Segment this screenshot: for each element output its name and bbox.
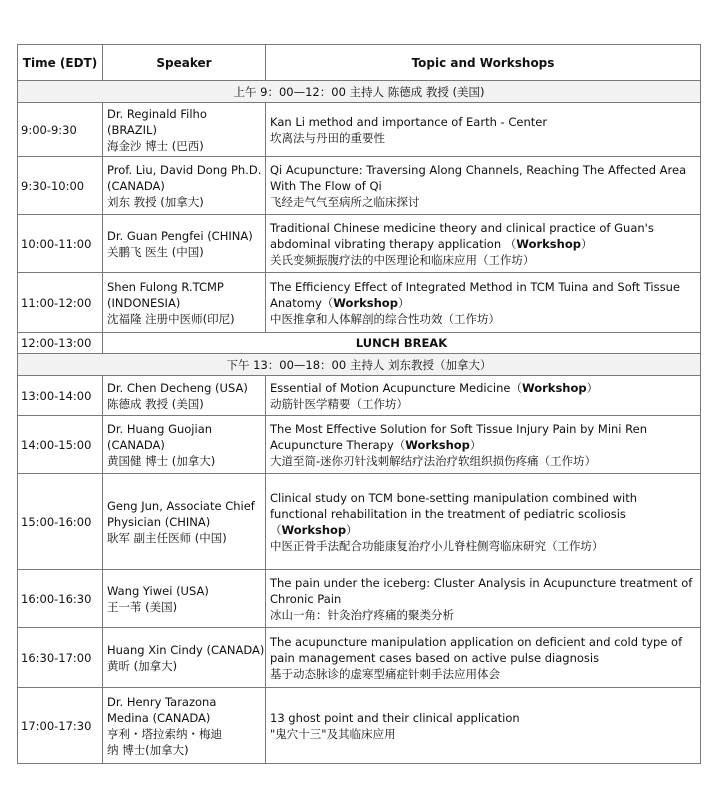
table-row <box>18 416 701 474</box>
topic-chinese: "鬼穴十三"及其临床应用 <box>270 726 396 741</box>
row-speaker <box>103 103 266 157</box>
speaker-line: 陈德成 教授 (美国) <box>107 396 204 411</box>
table-row <box>18 103 701 157</box>
topic-english: The Most Effective Solution for Soft Tissue Injury Pain by Mini Ren Acupuncture Therapy（Workshop） <box>270 421 647 452</box>
table-row <box>18 215 701 273</box>
table-row <box>18 376 701 416</box>
header-row <box>18 45 701 81</box>
row-speaker <box>103 570 266 628</box>
speaker-line: Prof. Liu, David Dong Ph.D. <box>107 162 262 177</box>
lunch-label: LUNCH BREAK <box>103 333 701 354</box>
row-time: 14:00-15:00 <box>18 416 103 474</box>
speaker-line: 黄国健 博士 (加拿大) <box>107 453 216 468</box>
row-speaker <box>103 474 266 570</box>
speaker-line: (CANADA) <box>107 437 165 452</box>
topic-english: The Efficiency Effect of Integrated Method in TCM Tuina and Soft Tissue Anatomy（Workshop） <box>270 279 680 310</box>
row-time: 16:30-17:00 <box>18 628 103 688</box>
speaker-line: Medina (CANADA) <box>107 710 211 725</box>
row-topic <box>266 628 701 688</box>
row-speaker <box>103 688 266 764</box>
row-speaker <box>103 376 266 416</box>
morning-session-banner <box>18 81 701 103</box>
topic-chinese: 基于动态脉诊的虚寒型痛症针刺手法应用体会 <box>270 666 500 681</box>
speaker-line: Dr. Chen Decheng (USA) <box>107 380 248 395</box>
topic-chinese: 中医正骨手法配合功能康复治疗小儿脊柱侧弯临床研究（工作坊） <box>270 538 604 553</box>
workshop-tag: Workshop <box>516 236 581 251</box>
topic-chinese: 坎离法与丹田的重要性 <box>270 130 385 145</box>
speaker-line: Huang Xin Cindy (CANADA) <box>107 642 265 657</box>
row-speaker <box>103 273 266 333</box>
speaker-line: Dr. Henry Tarazona <box>107 694 217 709</box>
row-time: 16:00-16:30 <box>18 570 103 628</box>
topic-english: The pain under the iceberg: Cluster Analysis in Acupuncture treatment of Chronic Pain <box>270 575 693 606</box>
topic-english: Clinical study on TCM bone-setting manipulation combined with functional rehabilitation in the treatment of pediatric scoliosis （Workshop） <box>270 490 638 537</box>
speaker-line: 海金沙 博士 (巴西) <box>107 138 204 153</box>
row-time: 9:30-10:00 <box>18 157 103 215</box>
workshop-tag: Workshop <box>521 380 587 395</box>
speaker-line: 沈福隆 注册中医师(印尼) <box>107 311 235 326</box>
schedule-table <box>17 44 701 764</box>
table-row <box>18 628 701 688</box>
row-topic <box>266 215 701 273</box>
speaker-line: Dr. Guan Pengfei (CHINA) <box>107 228 253 243</box>
lunch-row <box>18 333 701 354</box>
speaker-line: 王一苇 (美国) <box>107 599 178 614</box>
speaker-line: Physician (CHINA) <box>107 514 211 529</box>
row-speaker <box>103 157 266 215</box>
speaker-line: (BRAZIL) <box>107 122 157 137</box>
row-topic <box>266 688 701 764</box>
topic-english: 13 ghost point and their clinical application <box>270 710 520 725</box>
topic-chinese: 冰山一角：针灸治疗疼痛的聚类分析 <box>270 607 454 622</box>
header-topic: Topic and Workshops <box>266 45 701 81</box>
speaker-line: 亨利・塔拉索纳・梅迪 <box>107 726 222 741</box>
row-topic <box>266 273 701 333</box>
row-time: 9:00-9:30 <box>18 103 103 157</box>
workshop-tag: Workshop <box>281 522 347 537</box>
topic-chinese: 关氏变频振腹疗法的中医理论和临床应用（工作坊） <box>270 252 535 267</box>
row-speaker <box>103 628 266 688</box>
row-time: 15:00-16:00 <box>18 474 103 570</box>
schedule <box>17 44 701 764</box>
row-topic <box>266 474 701 570</box>
header-speaker: Speaker <box>103 45 266 81</box>
row-time: 13:00-14:00 <box>18 376 103 416</box>
header-time: Time (EDT) <box>18 45 103 81</box>
table-row <box>18 688 701 764</box>
topic-english: Essential of Motion Acupuncture Medicine（Workshop） <box>270 380 599 395</box>
speaker-line: 耿军 副主任医师 (中国) <box>107 530 227 545</box>
speaker-line: Shen Fulong R.TCMP <box>107 279 224 294</box>
row-topic <box>266 103 701 157</box>
row-time: 11:00-12:00 <box>18 273 103 333</box>
workshop-tag: Workshop <box>405 437 470 452</box>
row-topic <box>266 570 701 628</box>
topic-chinese: 大道至简-迷你刃针浅刺解结疗法治疗软组织损伤疼痛（工作坊） <box>270 453 597 468</box>
topic-chinese: 动筋针医学精要（工作坊） <box>270 396 408 411</box>
speaker-line: Dr. Reginald Filho <box>107 106 207 121</box>
speaker-line: Wang Yiwei (USA) <box>107 583 209 598</box>
row-topic <box>266 416 701 474</box>
row-topic <box>266 376 701 416</box>
afternoon-session-banner <box>18 354 701 376</box>
speaker-line: 刘东 教授 (加拿大) <box>107 194 204 209</box>
row-topic <box>266 157 701 215</box>
row-time: 17:00-17:30 <box>18 688 103 764</box>
row-time: 10:00-11:00 <box>18 215 103 273</box>
row-speaker <box>103 215 266 273</box>
speaker-line: Geng Jun, Associate Chief <box>107 498 255 513</box>
topic-english: Kan Li method and importance of Earth - Center <box>270 114 548 129</box>
table-row <box>18 570 701 628</box>
topic-chinese: 飞经走气气至病所之临床探讨 <box>270 194 420 209</box>
topic-chinese: 中医推拿和人体解剖的综合性功效（工作坊） <box>270 311 500 326</box>
speaker-line: Dr. Huang Guojian <box>107 421 213 436</box>
speaker-line: 关鹏飞 医生 (中国) <box>107 244 204 259</box>
row-speaker <box>103 416 266 474</box>
afternoon-session-label: 下午 13：00—18：00 主持人 刘东教授（加拿大） <box>18 354 701 376</box>
table-row <box>18 157 701 215</box>
table-row <box>18 273 701 333</box>
morning-session-label: 上午 9：00—12：00 主持人 陈德成 教授 (美国) <box>18 81 701 103</box>
topic-english: Qi Acupuncture: Traversing Along Channels, Reaching The Affected Area With The Flow of Qi <box>270 162 687 193</box>
speaker-line: 黄昕 (加拿大) <box>107 658 178 673</box>
table-row <box>18 474 701 570</box>
topic-english: The acupuncture manipulation application on deficient and cold type of pain management cases based on active pulse diagnosis <box>270 634 683 665</box>
lunch-time: 12:00-13:00 <box>18 333 103 354</box>
speaker-line: 纳 博士(加拿大) <box>107 742 189 757</box>
speaker-line: (INDONESIA) <box>107 295 181 310</box>
topic-english: Traditional Chinese medicine theory and clinical practice of Guan's abdominal vibrating therapy application （Workshop） <box>270 220 654 251</box>
workshop-tag: Workshop <box>333 295 398 310</box>
speaker-line: (CANADA) <box>107 178 165 193</box>
